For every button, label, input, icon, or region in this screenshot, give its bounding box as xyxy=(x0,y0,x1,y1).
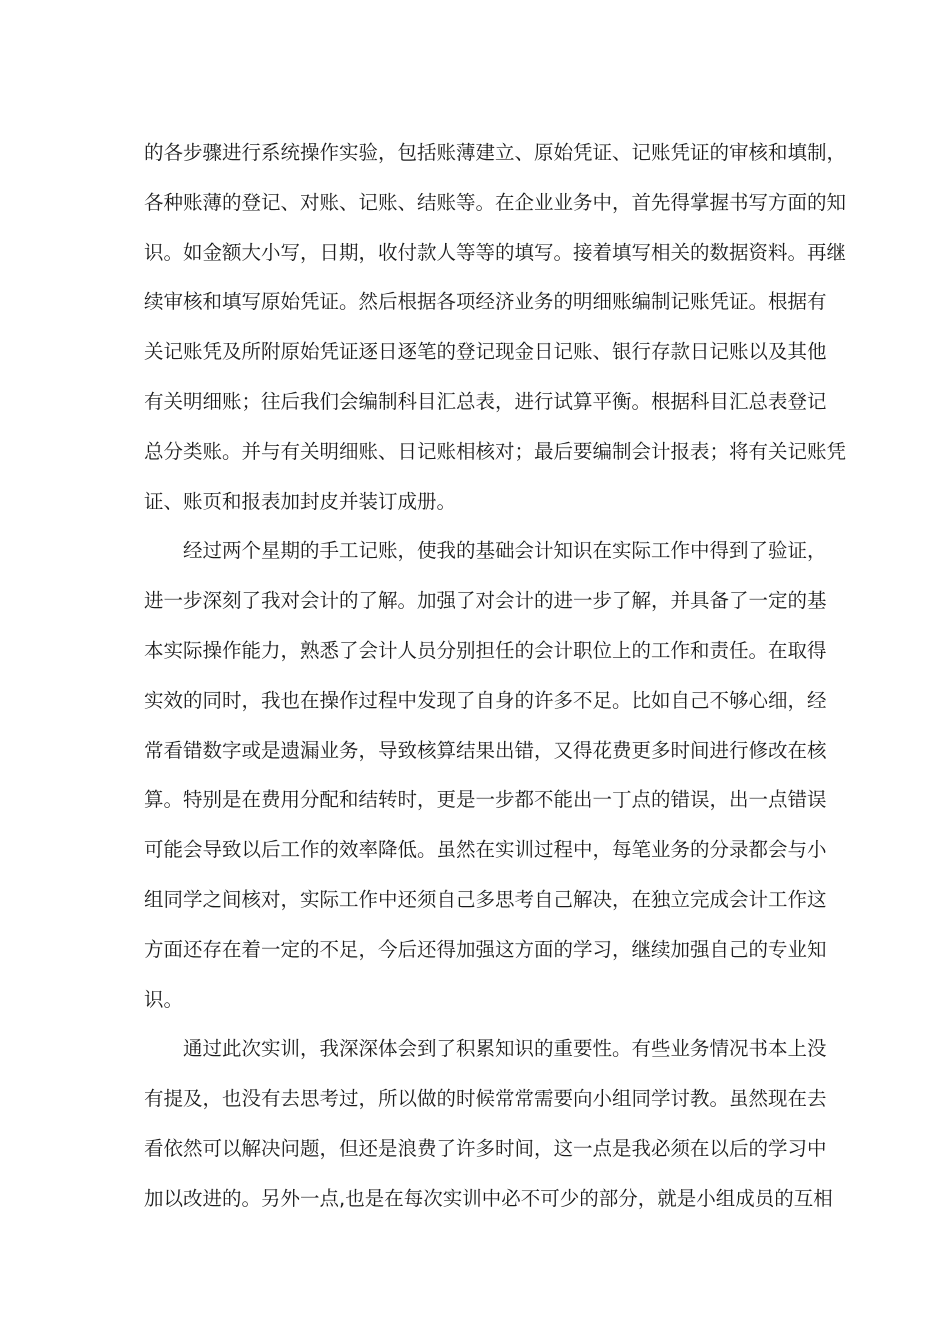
text-line: 实效的同时，我也在操作过程中发现了自身的许多不足。比如自己不够心细，经 xyxy=(144,688,827,712)
text-line: 证、账页和报表加封皮并装订成册。 xyxy=(144,489,457,513)
text-line: 有提及，也没有去思考过，所以做的时候常常需要向小组同学讨教。虽然现在去 xyxy=(144,1087,827,1111)
text-line: 有关明细账；往后我们会编制科目汇总表，进行试算平衡。根据科目汇总表登记 xyxy=(144,389,827,413)
paragraph-first-line: 经过两个星期的手工记账，使我的基础会计知识在实际工作中得到了验证， xyxy=(183,539,827,563)
text-line: 识。 xyxy=(144,987,184,1011)
text-line: 识。如金额大小写，日期，收付款人等等的填写。接着填写相关的数据资料。再继 xyxy=(144,240,847,264)
text-line: 的各步骤进行系统操作实验，包括账薄建立、原始凭证、记账凭证的审核和填制， xyxy=(144,141,847,164)
text-line: 看依然可以解决问题，但还是浪费了许多时间，这一点是我必须在以后的学习中 xyxy=(144,1136,827,1160)
text-line: 关记账凭及所附原始凭证逐日逐笔的登记现金日记账、银行存款日记账以及其他 xyxy=(144,340,827,364)
text-line: 算。特别是在费用分配和结转时，更是一步都不能出一丁点的错误，出一点错误 xyxy=(144,788,827,812)
paragraph-first-line: 通过此次实训，我深深体会到了积累知识的重要性。有些业务情况书本上没 xyxy=(183,1037,827,1061)
text-line: 各种账薄的登记、对账、记账、结账等。在企业业务中，首先得掌握书写方面的知 xyxy=(144,190,847,214)
text-line: 组同学之间核对，实际工作中还须自己多思考自己解决，在独立完成会计工作这 xyxy=(144,887,827,911)
text-line: 总分类账。并与有关明细账、日记账相核对；最后要编制会计报表；将有关记账凭 xyxy=(144,439,847,463)
text-line: 加以改进的。另外一点,也是在每次实训中必不可少的部分，就是小组成员的互相 xyxy=(144,1186,833,1210)
text-line: 方面还存在着一定的不足，今后还得加强这方面的学习，继续加强自己的专业知 xyxy=(144,937,827,961)
text-line: 续审核和填写原始凭证。然后根据各项经济业务的明细账编制记账凭证。根据有 xyxy=(144,290,827,314)
text-line: 可能会导致以后工作的效率降低。虽然在实训过程中，每笔业务的分录都会与小 xyxy=(144,838,827,862)
text-line: 常看错数字或是遗漏业务，导致核算结果出错，又得花费更多时间进行修改在核 xyxy=(144,738,827,762)
document-body xyxy=(144,128,847,1224)
text-line: 本实际操作能力，熟悉了会计人员分别担任的会计职位上的工作和责任。在取得 xyxy=(144,638,827,662)
text-line: 进一步深刻了我对会计的了解。加强了对会计的进一步了解，并具备了一定的基 xyxy=(144,589,827,613)
